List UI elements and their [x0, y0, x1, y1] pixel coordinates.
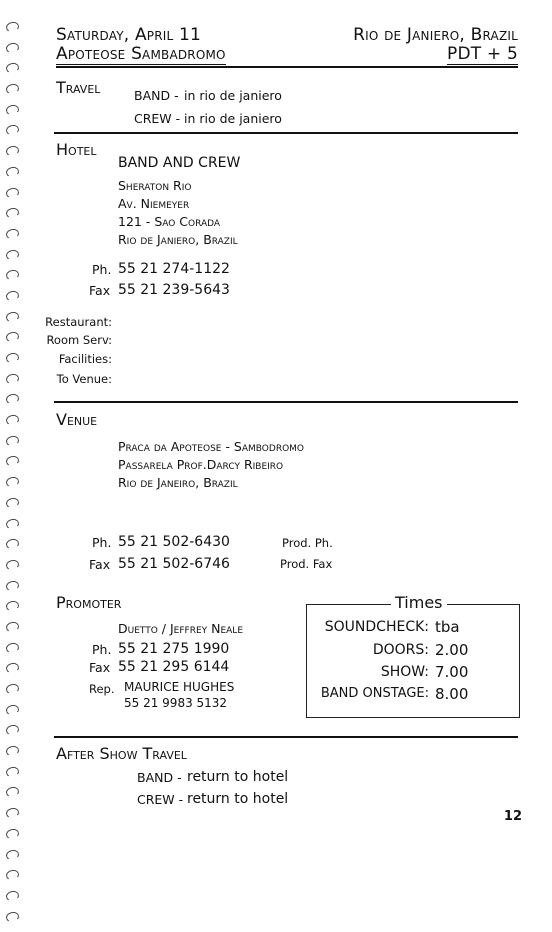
binding-ring — [5, 662, 20, 674]
binding-ring — [5, 207, 20, 219]
binding-ring — [5, 724, 20, 736]
venue-line-1: Praca da Apoteose - Sambodromo — [118, 439, 305, 454]
after-show-title: After Show Travel — [56, 744, 187, 763]
binding-ring — [5, 435, 20, 447]
page-number: 12 — [503, 809, 522, 824]
binding-ring — [5, 21, 20, 33]
binding-ring — [5, 476, 20, 488]
show-date: Saturday, April 11 — [56, 25, 202, 45]
binding-ring — [5, 414, 20, 426]
binding-ring — [5, 124, 20, 136]
binding-ring — [5, 559, 20, 571]
times-title: Times — [391, 593, 447, 612]
binding-ring — [5, 869, 20, 881]
binding-ring — [5, 786, 20, 798]
binding-ring — [5, 352, 20, 364]
venue-prod-fax-label: Prod. Fax — [280, 557, 333, 571]
travel-band-value: in rio de janiero — [184, 88, 282, 103]
onstage-label: BAND ONSTAGE: — [320, 686, 429, 701]
binding-ring — [5, 621, 20, 633]
promoter-name: Duetto / Jeffrey Neale — [118, 621, 244, 636]
binding-ring — [5, 683, 20, 695]
binding-ring — [5, 166, 20, 178]
after-show-band-label: BAND - — [137, 770, 182, 785]
section-rule — [54, 401, 518, 403]
promoter-phone-label: Ph. — [92, 642, 112, 657]
times-box — [306, 593, 520, 718]
binding-ring — [5, 41, 20, 53]
soundcheck-time: tba — [435, 618, 460, 636]
binding-ring — [5, 848, 20, 860]
venue-title: Venue — [56, 410, 98, 429]
hotel-address-1: Av. Niemeyer — [118, 196, 190, 211]
travel-crew-value: in rio de janiero — [184, 111, 282, 126]
binding-ring — [5, 890, 20, 902]
binding-ring — [5, 393, 20, 405]
room-service-label: Room Serv: — [46, 333, 112, 347]
promoter-title: Promoter — [56, 593, 122, 612]
section-rule — [54, 132, 518, 134]
binding-ring — [5, 145, 20, 157]
hotel-address-2: 121 - Sao Corada — [118, 214, 221, 229]
binding-ring — [5, 104, 20, 116]
binding-ring — [5, 600, 20, 612]
binding-ring — [5, 745, 20, 757]
promoter-fax-label: Fax — [89, 660, 111, 675]
venue-phone: 55 21 502-6430 — [118, 534, 230, 550]
spiral-binding — [6, 22, 22, 932]
binding-ring — [5, 186, 20, 198]
onstage-time: 8.00 — [435, 685, 469, 703]
venue-line-2: Passarela Prof.Darcy Ribeiro — [118, 457, 284, 472]
promoter-phone: 55 21 275 1990 — [118, 641, 230, 657]
travel-crew-label: CREW - — [134, 111, 181, 126]
soundcheck-label: SOUNDCHECK: — [324, 619, 429, 635]
binding-ring — [5, 228, 20, 240]
show-city: Rio de Janiero, Brazil — [353, 25, 518, 45]
binding-ring — [5, 641, 20, 653]
promoter-rep-label: Rep. — [89, 682, 115, 696]
doors-time: 2.00 — [435, 641, 469, 659]
show-label: SHOW: — [380, 664, 429, 680]
venue-line-3: Rio de Janeiro, Brazil — [118, 475, 238, 490]
binding-ring — [5, 828, 20, 840]
promoter-fax: 55 21 295 6144 — [118, 659, 230, 675]
promoter-rep-phone: 55 21 9983 5132 — [124, 696, 228, 710]
timezone: PDT + 5 — [447, 44, 518, 64]
travel-title: Travel — [56, 78, 101, 97]
hotel-fax: 55 21 239-5643 — [118, 282, 230, 298]
header-rule — [56, 66, 518, 68]
after-show-crew-value: return to hotel — [187, 791, 289, 807]
hotel-phone: 55 21 274-1122 — [118, 261, 230, 277]
promoter-rep-name: MAURICE HUGHES — [124, 680, 235, 694]
section-rule — [54, 736, 518, 738]
facilities-label: Facilities: — [58, 352, 112, 366]
binding-ring — [5, 497, 20, 509]
binding-ring — [5, 290, 20, 302]
binding-ring — [5, 248, 20, 260]
hotel-phone-label: Ph. — [92, 262, 112, 277]
hotel-fax-label: Fax — [89, 283, 111, 298]
binding-ring — [5, 579, 20, 591]
binding-ring — [5, 538, 20, 550]
venue-short-name: Apoteose Sambadromo — [56, 44, 226, 64]
venue-prod-phone-label: Prod. Ph. — [282, 536, 333, 550]
binding-ring — [5, 310, 20, 322]
binding-ring — [5, 269, 20, 281]
binding-ring — [5, 83, 20, 95]
binding-ring — [5, 766, 20, 778]
show-time: 7.00 — [435, 663, 469, 681]
binding-ring — [5, 703, 20, 715]
venue-phone-label: Ph. — [92, 535, 112, 550]
venue-fax: 55 21 502-6746 — [118, 556, 230, 572]
binding-ring — [5, 517, 20, 529]
binding-ring — [5, 910, 20, 922]
restaurant-label: Restaurant: — [45, 315, 112, 329]
hotel-for: BAND AND CREW — [118, 155, 241, 171]
binding-ring — [5, 807, 20, 819]
binding-ring — [5, 62, 20, 74]
after-show-band-value: return to hotel — [187, 769, 289, 785]
hotel-address-3: Rio de Janiero, Brazil — [118, 232, 238, 247]
binding-ring — [5, 372, 20, 384]
doors-label: DOORS: — [372, 642, 429, 658]
binding-ring — [5, 455, 20, 467]
to-venue-label: To Venue: — [56, 372, 112, 386]
travel-band-label: BAND - — [134, 88, 179, 103]
binding-ring — [5, 331, 20, 343]
hotel-name: Sheraton Rio — [118, 178, 192, 193]
after-show-crew-label: CREW - — [137, 792, 184, 807]
hotel-title: Hotel — [56, 140, 97, 159]
venue-fax-label: Fax — [89, 557, 111, 572]
